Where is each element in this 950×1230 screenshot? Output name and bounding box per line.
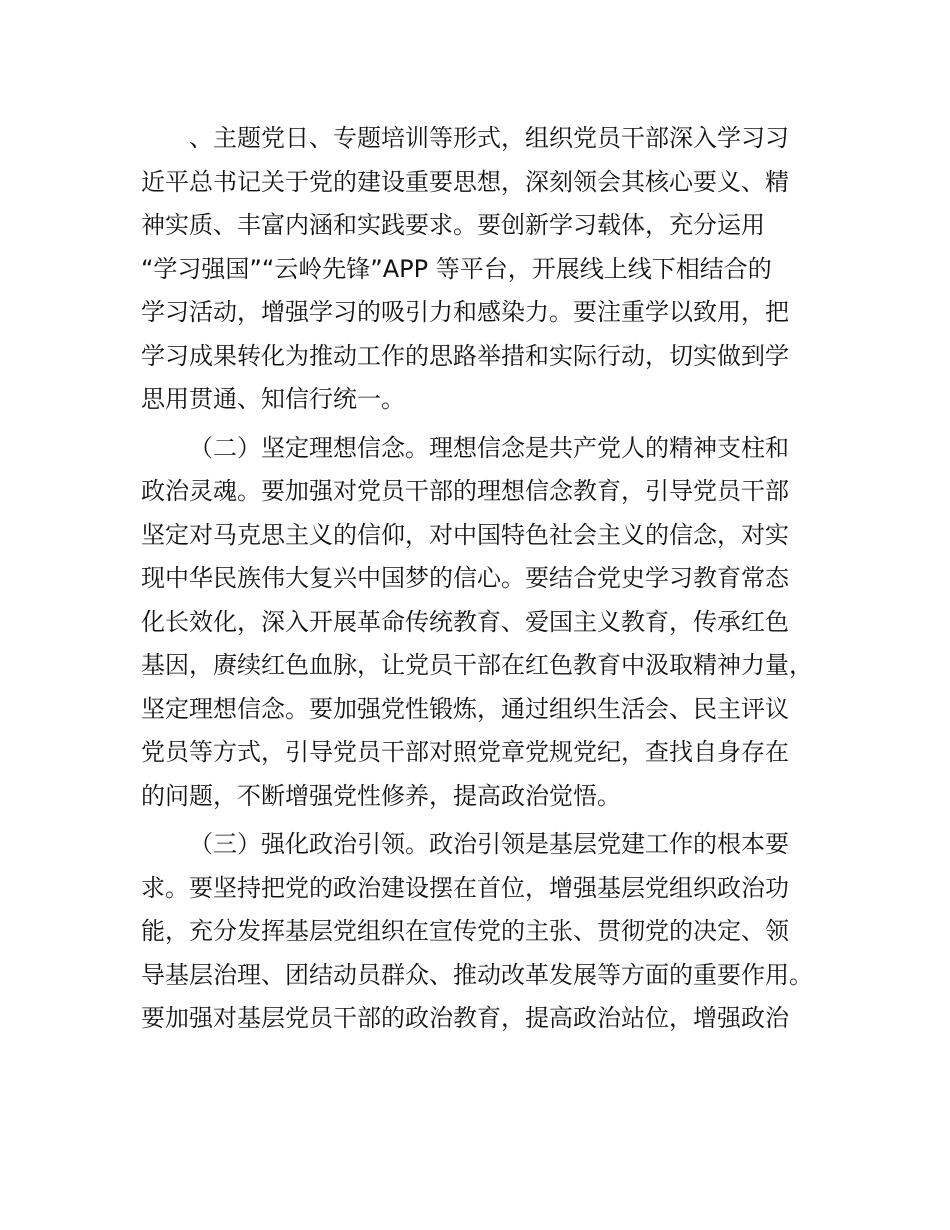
text-line: 党员等方式，引导党员干部对照党章党规党纪，查找自身存在: [141, 738, 789, 766]
text-line: 能，充分发挥基层党组织在宣传党的主张、贯彻党的决定、领: [141, 917, 789, 945]
text-line: 要加强对基层党员干部的政治教育，提高政治站位，增强政治: [141, 1004, 789, 1032]
text-line: （二）坚定理想信念。理想信念是共产党人的精神支柱和: [189, 433, 789, 462]
paragraph-ideals-and-beliefs: [141, 427, 841, 819]
text-line: 坚定理想信念。要加强党性锻炼，通过组织生活会、民主评议: [141, 694, 789, 723]
text-line: 的问题，不断增强党性修养，提高政治觉悟。: [141, 781, 621, 810]
text-line: 学习成果转化为推动工作的思路举措和实际行动，切实做到学: [141, 341, 789, 370]
text-line: 近平总书记关于党的建设重要思想，深刻领会其核心要义、精: [141, 167, 789, 196]
paragraph-political-guidance: [141, 823, 841, 1041]
text-line: “学习强国”“云岭先锋”APP 等平台，开展线上线下相结合的: [141, 254, 772, 283]
text-line: 、主题党日、专题培训等形式，组织党员干部深入学习习: [189, 124, 789, 152]
text-line: 学习活动，增强学习的吸引力和感染力。要注重学以致用，把: [141, 298, 789, 326]
text-line: 基因，赓续红色血脉，让党员干部在红色教育中汲取精神力量，: [141, 651, 813, 679]
text-line: 政治灵魂。要加强对党员干部的理想信念教育，引导党员干部: [141, 477, 789, 505]
text-line: 现中华民族伟大复兴中国梦的信心。要结合党史学习教育常态: [141, 564, 789, 592]
document-body: [141, 117, 841, 1041]
text-line: 思用贯通、知信行统一。: [141, 385, 405, 413]
text-line: 化长效化，深入开展革命传统教育、爱国主义教育，传承红色: [141, 607, 789, 636]
text-line: 求。要坚持把党的政治建设摆在首位，增强基层党组织政治功: [141, 873, 789, 902]
text-line: （三）强化政治引领。政治引领是基层党建工作的根本要: [189, 830, 789, 858]
text-line: 坚定对马克思主义的信仰，对中国特色社会主义的信念，对实: [141, 520, 789, 549]
text-line: 神实质、丰富内涵和实践要求。要创新学习载体，充分运用: [141, 211, 765, 239]
text-line: 导基层治理、团结动员群众、推动改革发展等方面的重要作用。: [141, 960, 813, 989]
paragraph-study-methods: [141, 117, 841, 422]
